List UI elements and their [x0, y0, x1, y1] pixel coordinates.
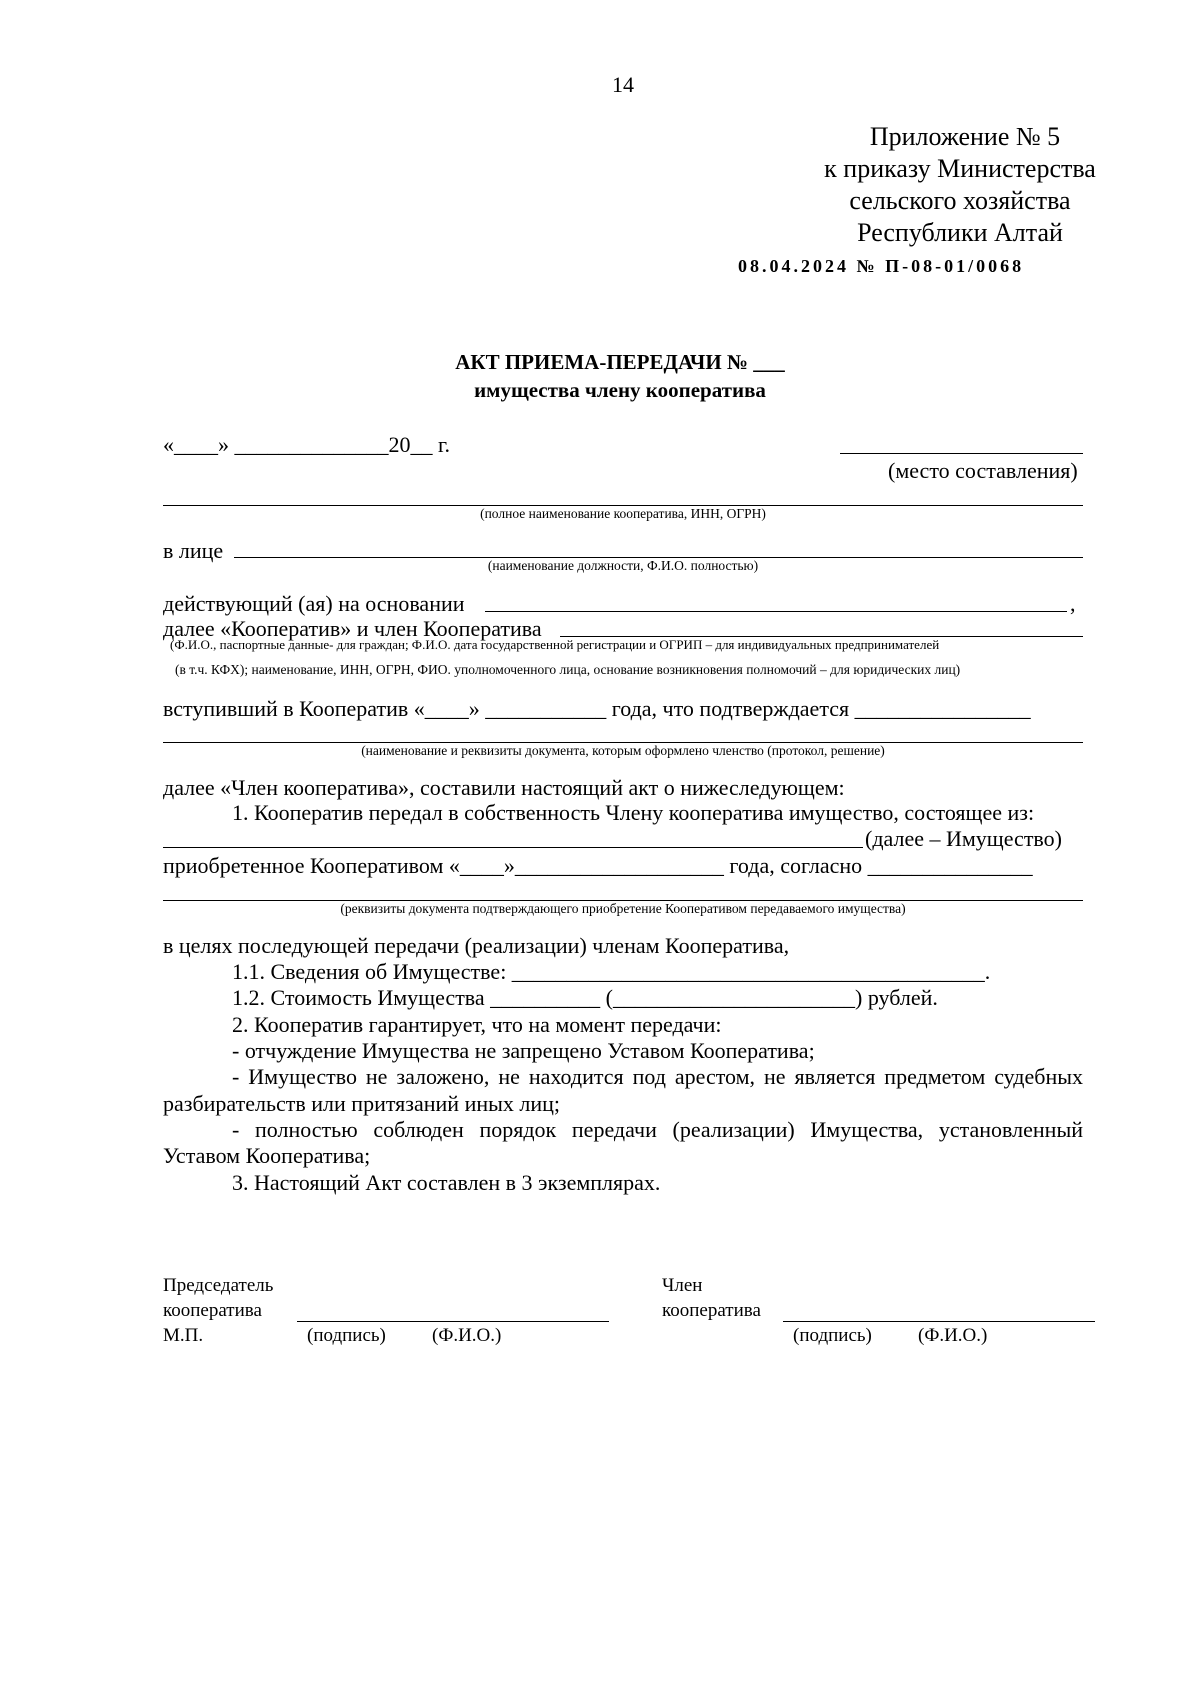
appendix-line-2: к приказу Министерства: [824, 154, 1096, 183]
place-line: [840, 453, 1083, 454]
membership-caption: (наименование и реквизиты документа, которым оформлено членство (протокол, решение): [361, 743, 885, 758]
sign-right-line-2: кооператива: [662, 1300, 761, 1321]
property-line: [163, 847, 863, 848]
appendix-line-1: Приложение № 5: [869, 122, 1061, 151]
document-title: АКТ ПРИЕМА-ПЕРЕДАЧИ № ___: [455, 350, 785, 374]
coop-caption: (полное наименование кооператива, ИНН, ОГРН): [480, 506, 766, 521]
acting-comma: ,: [1070, 591, 1076, 616]
place-caption: (место составления): [888, 458, 1078, 483]
sign-left-stamp: М.П.: [163, 1325, 204, 1346]
item-1: 1. Кооператив передал в собственность Члену кооператива имущество, состоящее из:: [232, 800, 1035, 825]
page-number: 14: [612, 72, 634, 97]
purpose-text: в целях последующей передачи (реализации) членам Кооператива,: [163, 933, 790, 958]
further-coop-text: далее «Кооператив» и член Кооператива: [163, 616, 542, 641]
sign-right-line-1: Член: [662, 1275, 703, 1296]
acting-label: действующий (ая) на основании: [163, 591, 465, 616]
sign-left-line-2: кооператива: [163, 1300, 262, 1321]
item-3: 3. Настоящий Акт составлен в 3 экземплярах.: [232, 1170, 661, 1195]
sign-right-signature-caption: (подпись): [793, 1325, 872, 1346]
bullet-2-line-1: - Имущество не заложено, не находится под арестом, не является предметом судебных: [232, 1064, 1083, 1089]
appendix-line-3: сельского хозяйства: [849, 186, 1071, 215]
in-person-label: в лице: [163, 538, 224, 563]
bullet-3-line-1: - полностью соблюден порядок передачи (реализации) Имущества, установленный: [232, 1117, 1083, 1142]
sign-left-line: [297, 1321, 609, 1322]
bullet-1: - отчуждение Имущества не запрещено Уставом Кооператива;: [232, 1038, 815, 1063]
item-1-2: 1.2. Стоимость Имущества __________ (______________________) рублей.: [232, 985, 938, 1010]
document-subtitle: имущества члену кооператива: [474, 378, 766, 402]
item-1-1: 1.1. Сведения об Имуществе: ___________________________________________.: [232, 959, 991, 984]
member-caption-2: (в т.ч. КФХ); наименование, ИНН, ОГРН, ФИО. уполномоченного лица, основание возникновения полномочий – для юридических лиц): [175, 662, 961, 677]
bullet-3-line-2: Уставом Кооператива;: [163, 1143, 371, 1168]
sign-left-signature-caption: (подпись): [307, 1325, 386, 1346]
appendix-date-number: 08.04.2024 № П-08-01/0068: [738, 256, 1025, 276]
acting-line: [485, 611, 1067, 612]
sign-left-line-1: Председатель: [163, 1275, 274, 1296]
bullet-2-line-2: разбирательств или притязаний иных лиц;: [163, 1091, 561, 1116]
sign-right-line: [783, 1321, 1095, 1322]
acquired-caption: (реквизиты документа подтверждающего приобретение Кооперативом передаваемого имущества): [340, 901, 906, 916]
in-person-caption: (наименование должности, Ф.И.О. полностью): [487, 558, 759, 573]
appendix-line-4: Республики Алтай: [857, 218, 1063, 247]
item-1-tail: (далее – Имущество): [865, 826, 1062, 851]
joined-line: вступивший в Кооператив «____» ___________ года, что подтверждается ________________: [163, 696, 1031, 721]
sign-right-name-caption: (Ф.И.О.): [918, 1325, 988, 1346]
item-2: 2. Кооператив гарантирует, что на момент передачи:: [232, 1012, 722, 1037]
date-line: «____» ______________20__ г.: [163, 432, 451, 457]
further-member-text: далее «Член кооператива», составили настоящий акт о нижеследующем:: [163, 775, 845, 800]
sign-left-name-caption: (Ф.И.О.): [432, 1325, 502, 1346]
acquired-line: приобретенное Кооперативом «____»___________________ года, согласно _______________: [163, 853, 1033, 878]
member-caption-1: (Ф.И.О., паспортные данные- для граждан; Ф.И.О. дата государственной регистрации и ОГРИП – для индивидуальных предпринимателей: [170, 637, 940, 652]
